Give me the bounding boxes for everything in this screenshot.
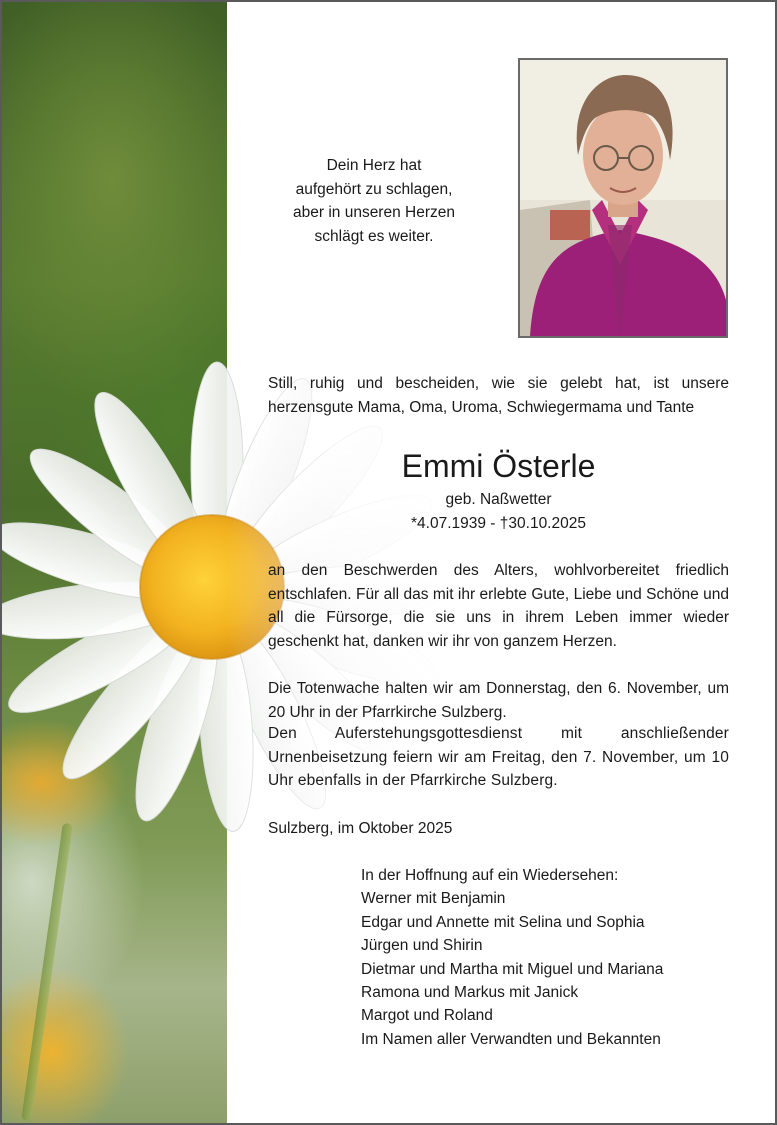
memorial-quote: [264, 154, 484, 248]
portrait-photo: [518, 58, 728, 338]
quote-line: aufgehört zu schlagen,: [295, 180, 453, 198]
passing-paragraph: an den Beschwerden des Alters, wohlvorbereitet friedlich entschlafen. Für all das mit ihr erlebte Gute, Liebe und Schöne und all die Fürsorge, die sie uns in ihrem Leben immer wieder geschenkt hat, danken wir ihr von ganzem Herzen.: [268, 562, 729, 650]
intro-text: Still, ruhig und bescheiden, wie sie gelebt hat, ist unsere herzensgute Mama, Oma, Uroma, Schwiegermama und Tante: [268, 375, 729, 416]
place-date: Sulzberg, im Oktober 2025: [268, 820, 453, 837]
mourner-entry: Margot und Roland: [361, 1007, 493, 1025]
mourner-entry: Jürgen und Shirin: [361, 937, 483, 955]
mourner-entry: Im Namen aller Verwandten und Bekannten: [361, 1030, 661, 1048]
mourner-entry: Ramona und Markus mit Janick: [361, 984, 579, 1002]
life-dates: *4.07.1939 - †30.10.2025: [411, 515, 586, 532]
wake-paragraph: Die Totenwache halten wir am Donnerstag, den 6. November, um 20 Uhr in der Pfarrkirche Sulzberg.: [268, 680, 729, 721]
flower-stem: [21, 823, 73, 1121]
deceased-name: Emmi Österle: [401, 448, 596, 484]
birth-name: geb. Naßwetter: [445, 491, 552, 508]
mourners-heading: In der Hoffnung auf ein Wiedersehen:: [361, 867, 619, 884]
quote-line: schlägt es weiter.: [314, 227, 434, 245]
mourner-entry: Dietmar und Martha mit Miguel und Mariana: [361, 960, 664, 978]
mourner-entry: Edgar und Annette mit Selina und Sophia: [361, 913, 645, 931]
quote-line: aber in unseren Herzen: [293, 204, 455, 221]
funeral-paragraph: Den Auferstehungsgottesdienst mit anschließender Urnenbeisetzung feiern wir am Freitag, den 7. November, um 10 Uhr ebenfalls in der Pfarrkirche Sulzberg.: [268, 725, 729, 789]
quote-line: Dein Herz hat: [326, 157, 422, 174]
mourners-list: [361, 864, 721, 1051]
mourner-entry: Werner mit Benjamin: [361, 890, 506, 908]
